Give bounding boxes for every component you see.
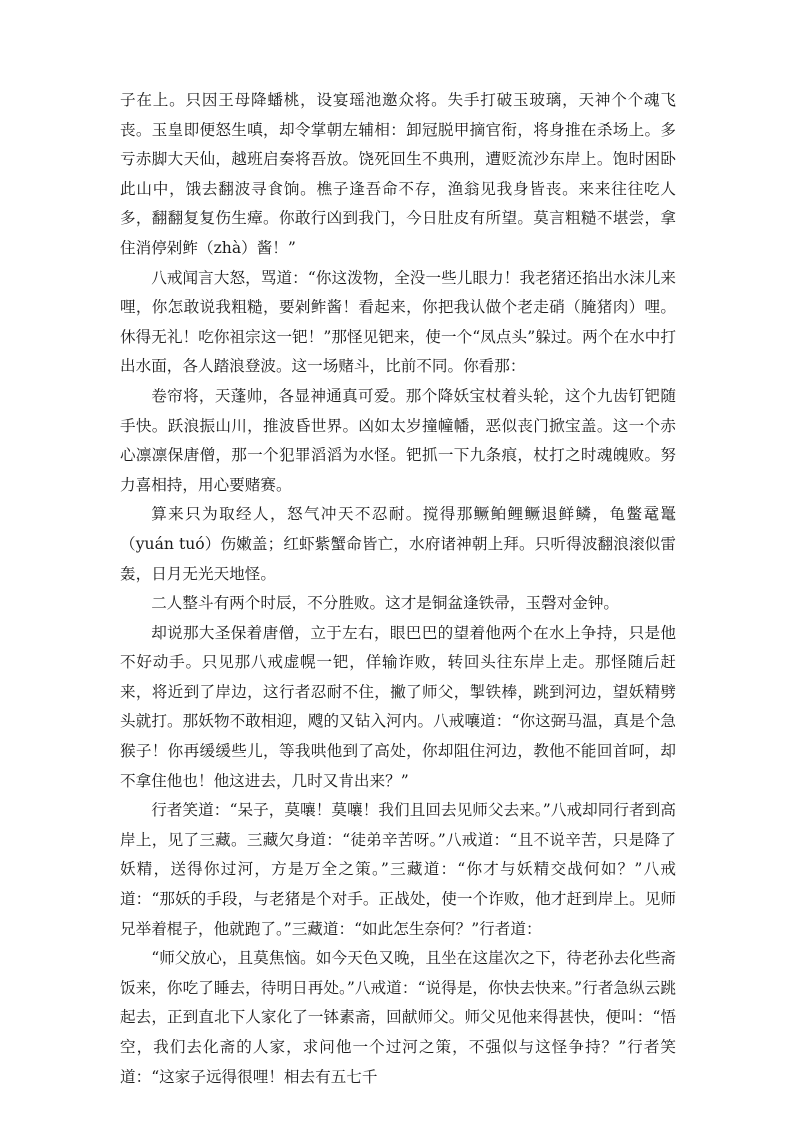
paragraph-5: 二人整斗有两个时辰，不分胜败。这才是铜盆逢铁帚，玉磬对金钟。 — [151, 594, 620, 613]
document-page — [120, 86, 676, 1092]
paragraph-6: 却说那大圣保着唐僧，立于左右，眼巴巴的望着他两个在水上争持，只是他不好动手。只见那八戒虚幌一钯，佯输诈败，转回头往东岸上走。那怪随后赶来，将近到了岸边，这行者忍耐不住，撇了师父，掣铁棒，跳到河边，望妖精劈头就打。那妖物不敢相迎，飕的又钻入河内。八戒嚷道：“你这弼马温，真是个急猴子！你再缓缓些儿，等我哄他到了高处，你却阻住河边，教他不能回首呵，却不拿住他也！他这进去，几时又肯出来？” — [120, 623, 676, 790]
paragraph-2: 八戒闻言大怒，骂道：“你这泼物，全没一些儿眼力！我老猪还掐出水沫儿来哩，你怎敢说我粗糙，要剁鲊酱！看起来，你把我认做个老走硝（腌猪肉）哩。休得无礼！吃你祖宗这一钯！”那怪见钯来，使一个“凤点头”躲过。两个在水中打出水面，各人踏浪登波。这一场赌斗，比前不同。你看那： — [120, 268, 676, 376]
paragraph-1: 子在上。只因王母降蟠桃，设宴瑶池邀众将。失手打破玉玻璃，天神个个魂飞丧。玉皇即便怒生嗔，却令掌朝左辅相：卸冠脱甲摘官衔，将身推在杀场上。多亏赤脚大天仙，越班启奏将吾放。饶死回生不典刑，遭贬流沙东岸上。饱时困卧此山中，饿去翻波寻食饷。樵子逢吾命不存，渔翁见我身皆丧。来来往往吃人多，翻翻复复伤生瘴。你敢行凶到我门，今日肚皮有所望。莫言粗糙不堪尝，拿住消停剁鲊（zhà）酱！” — [120, 91, 676, 257]
paragraph-7: 行者笑道：“呆子，莫嚷！莫嚷！我们且回去见师父去来。”八戒却同行者到高岸上，见了三藏。三藏欠身道：“徒弟辛苦呀。”八戒道：“且不说辛苦，只是降了妖精，送得你过河，方是万全之策。”三藏道：“你才与妖精交战何如？”八戒道：“那妖的手段，与老猪是个对手。正战处，使一个诈败，他才赶到岸上。见师兄举着棍子，他就跑了。”三藏道：“如此怎生奈何？”行者道： — [120, 801, 676, 938]
paragraph-4: 算来只为取经人，怒气冲天不忍耐。搅得那鳜鲌鲤鳜退鲜鳞，龟鳖鼋鼍（yuán tuó）伤嫩盖；红虾紫蟹命皆亡，水府诸神朝上拜。只听得波翻浪滚似雷轰，日月无光天地怪。 — [120, 505, 676, 583]
paragraph-3: 卷帘将，天蓬帅，各显神通真可爱。那个降妖宝杖着头轮，这个九齿钉钯随手快。跃浪振山川，推波昏世界。凶如太岁撞幢幡，恶似丧门掀宝盖。这一个赤心凛凛保唐僧，那一个犯罪滔滔为水怪。钯抓一下九条痕，杖打之时魂魄败。努力喜相持，用心要赌赛。 — [120, 386, 676, 494]
paragraph-8: “师父放心，且莫焦恼。如今天色又晚，且坐在这崖次之下，待老孙去化些斋饭来，你吃了睡去，待明日再处。”八戒道：“说得是，你快去快来。”行者急纵云跳起去，正到直北下人家化了一钵素斋，回献师父。师父见他来得甚快，便叫：“悟空，我们去化斋的人家，求问他一个过河之策，不强似与这怪争持？”行者笑道：“这家子远得很哩！相去有五七千 — [120, 949, 676, 1086]
